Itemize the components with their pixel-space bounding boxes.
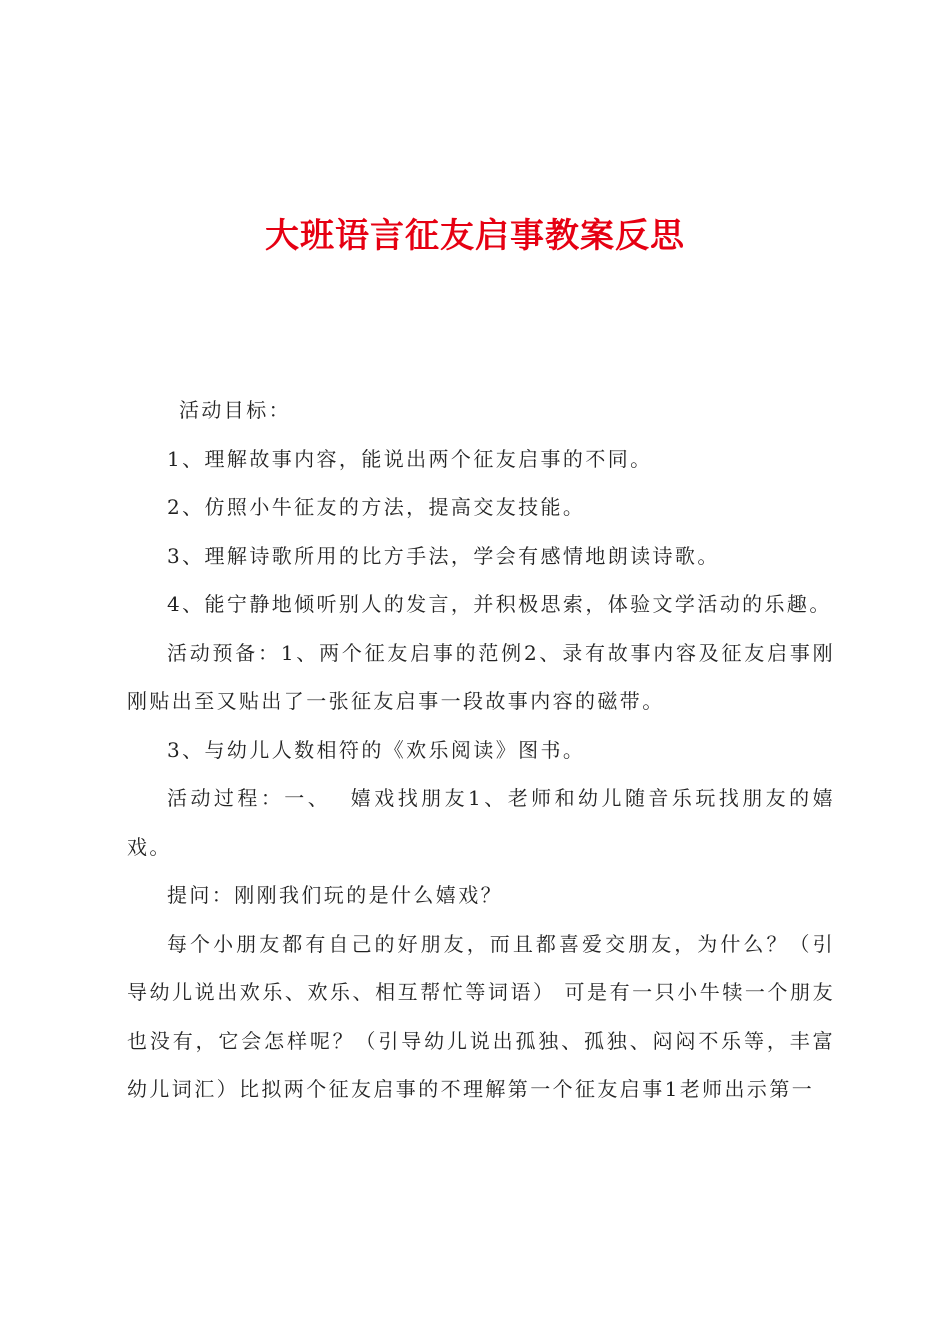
paragraph-process: 活动过程：一、 嬉戏找朋友1、老师和幼儿随音乐玩找朋友的嬉戏。 (127, 786, 835, 859)
paragraph-activity-goals-heading: 活动目标： (179, 398, 291, 422)
paragraph-goal-2: 2、仿照小牛征友的方法，提高交友技能。 (167, 495, 586, 519)
paragraph-preparation: 活动预备：1、两个征友启事的范例2、录有故事内容及征友启事刚刚贴出至又贴出了一张征友启事一段故事内容的磁带。 (127, 640, 835, 713)
paragraph-goal-1: 1、理解故事内容，能说出两个征友启事的不同。 (167, 446, 653, 471)
paragraph-preparation-3: 3、与幼儿人数相符的《欢乐阅读》图书。 (167, 737, 586, 762)
paragraph-goal-3: 3、理解诗歌所用的比方手法，学会有感情地朗读诗歌。 (167, 543, 720, 568)
document-body (127, 386, 835, 1114)
paragraph-question: 提问：刚刚我们玩的是什么嬉戏？ (167, 883, 503, 907)
page-title: 大班语言征友启事教案反思 (265, 216, 685, 256)
paragraph-discussion: 每个小朋友都有自己的好朋友，而且都喜爱交朋友，为什么？（引导幼儿说出欢乐、欢乐、相互帮忙等词语） 可是有一只小牛犊一个朋友也没有，它会怎样呢？（引导幼儿说出孤独、孤独、闷闷不乐等，丰富幼儿词汇）比拟两个征友启事的不理解第一个征友启事1老师出示第一 (127, 931, 835, 1101)
paragraph-goal-4: 4、能宁静地倾听别人的发言，并积极思索，体验文学活动的乐趣。 (167, 592, 832, 616)
